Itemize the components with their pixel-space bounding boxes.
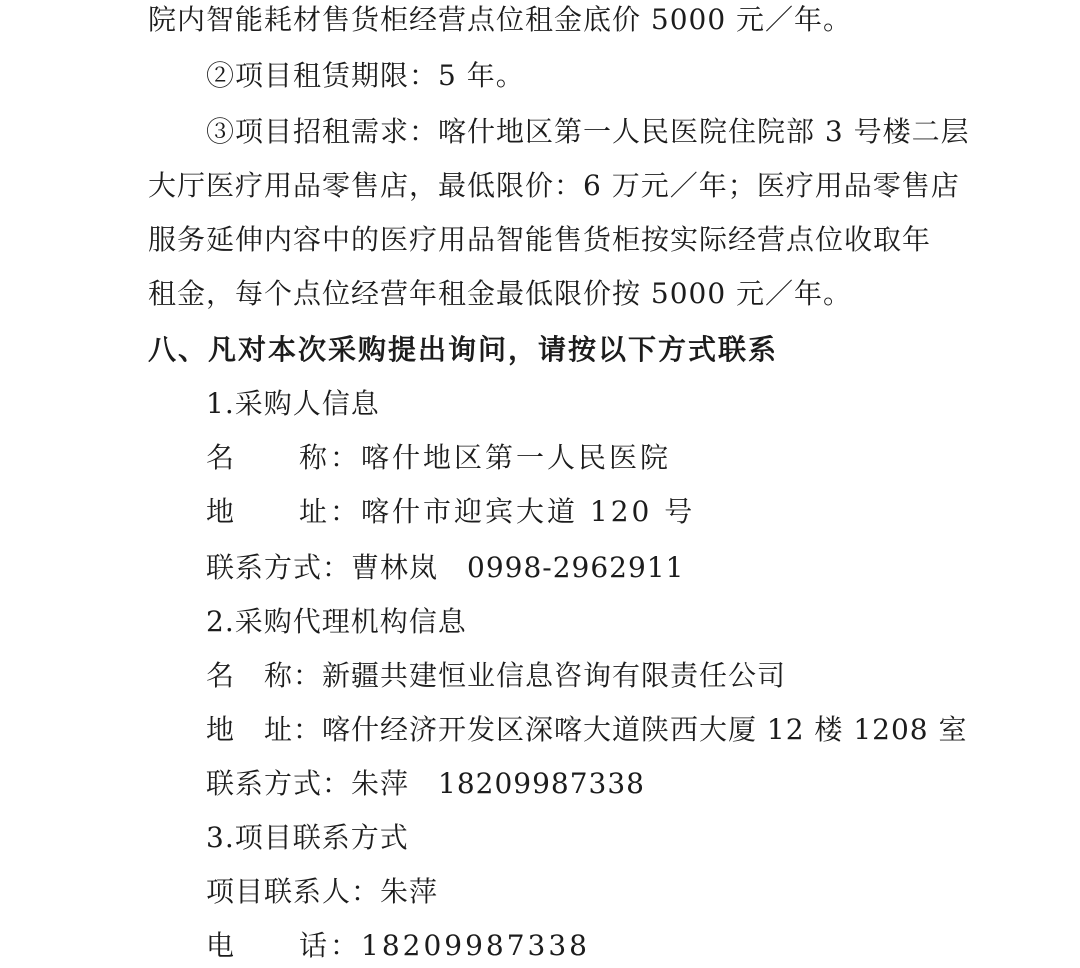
project-contact-title: 3.项目联系方式: [206, 821, 409, 854]
project-phone-line: 电 话：18209987338: [206, 929, 590, 962]
purchaser-contact-line: 联系方式：曹林岚 0998-2962911: [206, 551, 685, 584]
agency-contact-line: 联系方式：朱萍 18209987338: [206, 767, 645, 800]
tender-demand-line-2: 大厅医疗用品零售店，最低限价：6 万元／年；医疗用品零售店: [148, 169, 960, 202]
section-heading-inquiry-contact: 八、凡对本次采购提出询问，请按以下方式联系: [148, 333, 779, 366]
tender-demand-line-3: 服务延伸内容中的医疗用品智能售货柜按实际经营点位收取年: [148, 223, 932, 256]
agency-name-line: 名 称：新疆共建恒业信息咨询有限责任公司: [206, 659, 787, 692]
purchaser-name-line: 名 称：喀什地区第一人民医院: [206, 441, 672, 474]
tender-demand-line-4: 租金，每个点位经营年租金最低限价按 5000 元／年。: [148, 277, 853, 310]
rent-floor-price-line: 院内智能耗材售货柜经营点位租金底价 5000 元／年。: [148, 3, 853, 36]
tender-demand-line-1: ③项目招租需求：喀什地区第一人民医院住院部 3 号楼二层: [206, 115, 970, 148]
purchaser-address-line: 地 址：喀什市迎宾大道 120 号: [206, 495, 696, 528]
purchaser-info-title: 1.采购人信息: [206, 387, 380, 420]
lease-term-line: ②项目租赁期限：5 年。: [206, 59, 525, 92]
project-contact-person-line: 项目联系人：朱萍: [206, 875, 439, 908]
agency-info-title: 2.采购代理机构信息: [206, 605, 467, 638]
agency-address-line: 地 址：喀什经济开发区深喀大道陕西大厦 12 楼 1208 室: [206, 713, 968, 746]
